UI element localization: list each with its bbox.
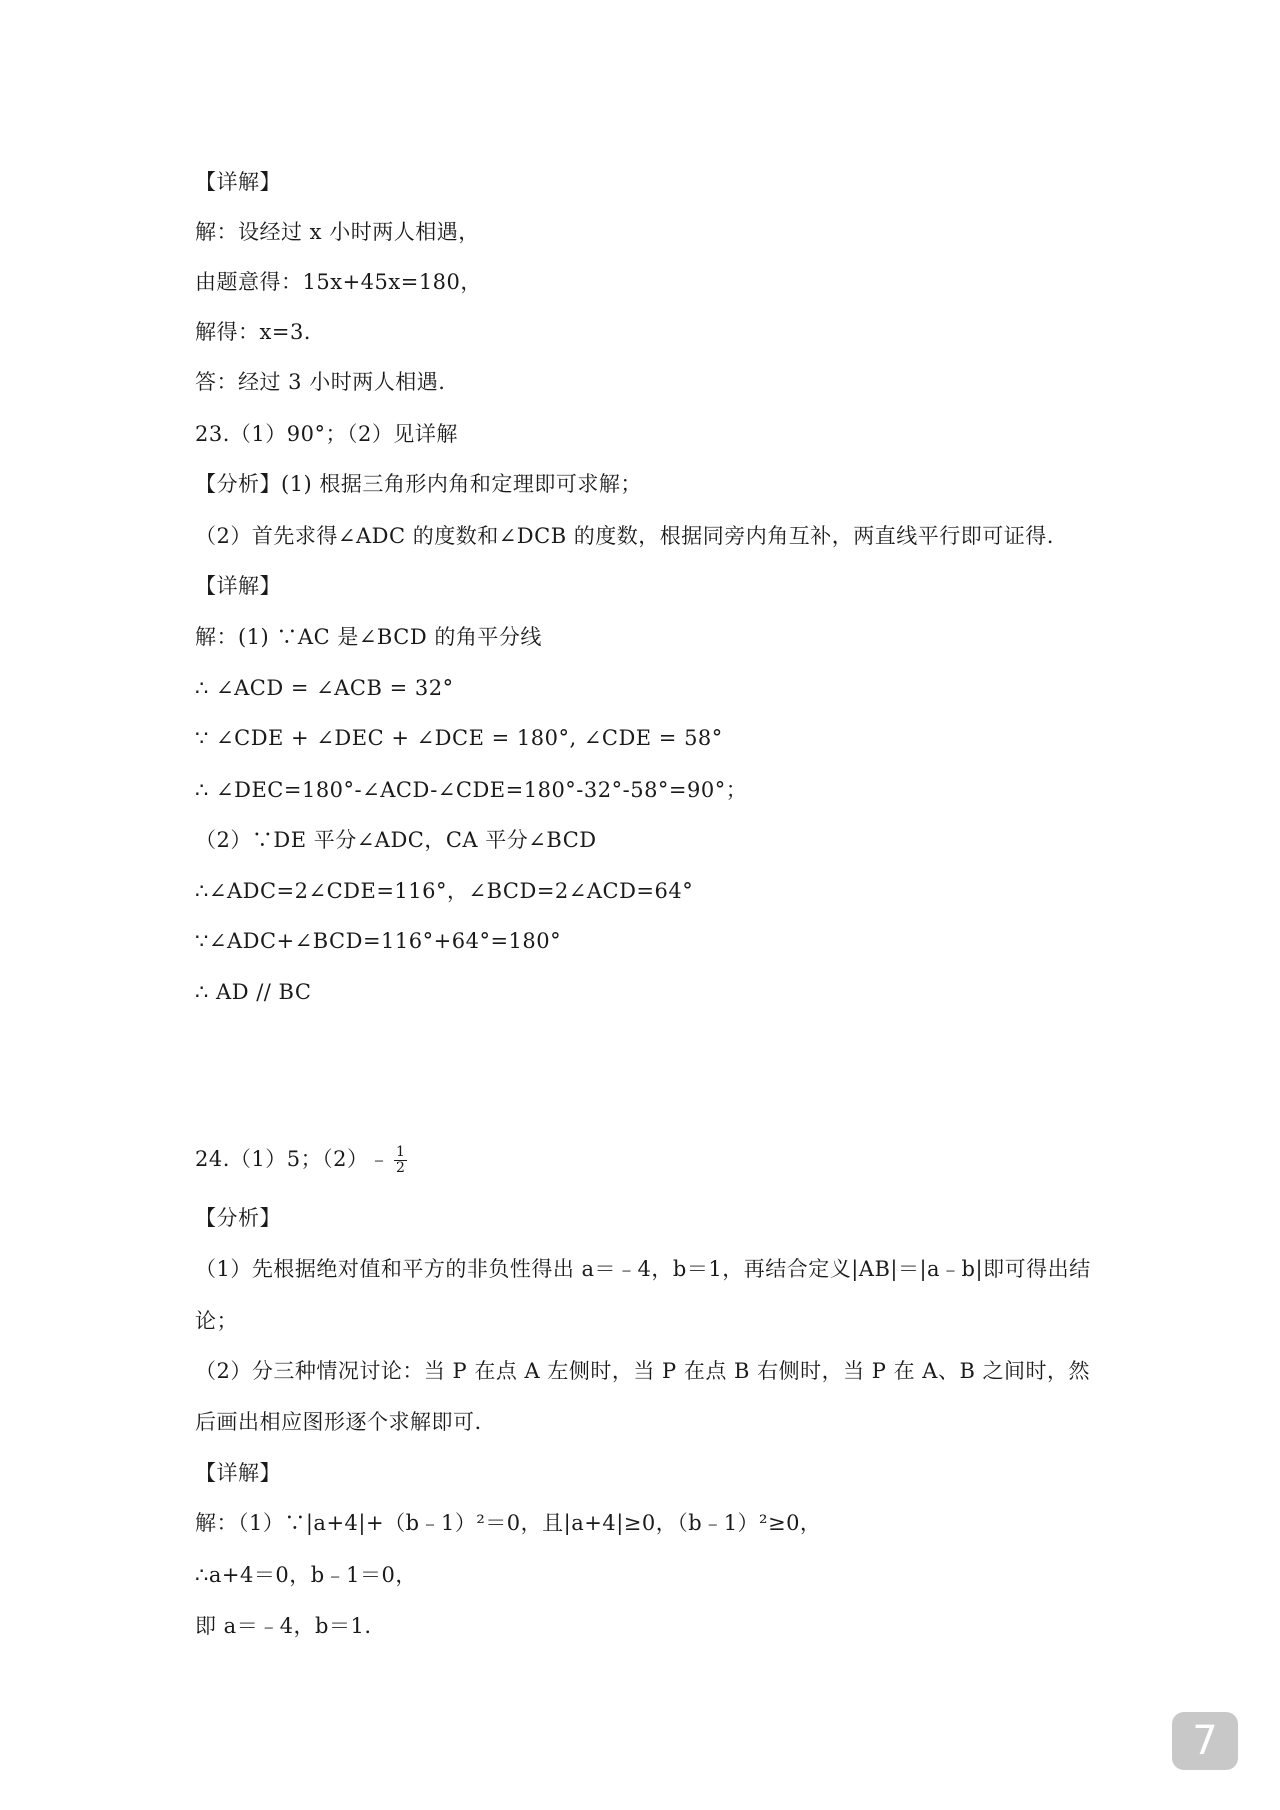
text-line: （2）首先求得∠ADC 的度数和∠DCB 的度数，根据同旁内角互补，两直线平行即可证得. bbox=[195, 524, 1054, 548]
text-line: （2）∵DE 平分∠ADC，CA 平分∠BCD bbox=[195, 828, 597, 852]
text-line: ∴ AD // BC bbox=[195, 980, 312, 1004]
text-line: 由题意得：15x+45x=180， bbox=[195, 270, 482, 294]
text-line: ∵ ∠CDE + ∠DEC + ∠DCE = 180°, ∠CDE = 58° bbox=[195, 726, 723, 750]
question-24-prefix: 24.（1）5；（2）﹣ bbox=[195, 1147, 390, 1171]
text-line: ∴∠ADC=2∠CDE=116°，∠BCD=2∠ACD=64° bbox=[195, 879, 694, 903]
text-line: ∴ ∠ACD = ∠ACB = 32° bbox=[195, 676, 454, 700]
text-line: （2）分三种情况讨论：当 P 在点 A 左侧时，当 P 在点 B 右侧时，当 P 在 A、B 之间时，然 bbox=[195, 1359, 1091, 1383]
text-line: 解：（1）∵|a+4|+（b﹣1）²＝0，且|a+4|≥0，（b﹣1）²≥0， bbox=[195, 1511, 822, 1535]
heading-analysis: 【分析】(1) 根据三角形内角和定理即可求解； bbox=[195, 472, 642, 496]
heading-detail: 【详解】 bbox=[195, 1461, 281, 1485]
page-number-badge: 7 bbox=[1172, 1712, 1238, 1770]
question-23-answer: 23.（1）90°；（2）见详解 bbox=[195, 422, 458, 446]
text-line: 即 a＝﹣4，b＝1. bbox=[195, 1614, 372, 1638]
text-line: 解：(1) ∵AC 是∠BCD 的角平分线 bbox=[195, 625, 542, 649]
text-line: 答：经过 3 小时两人相遇. bbox=[195, 370, 446, 394]
text-line: 论； bbox=[195, 1309, 238, 1333]
text-line: 解：设经过 x 小时两人相遇， bbox=[195, 220, 480, 244]
heading-detail: 【详解】 bbox=[195, 170, 281, 194]
text-line: ∵∠ADC+∠BCD=116°+64°=180° bbox=[195, 929, 562, 953]
text-line: 解得：x=3. bbox=[195, 320, 311, 344]
question-24-answer bbox=[195, 1144, 1095, 1176]
text-line: 后画出相应图形逐个求解即可. bbox=[195, 1410, 482, 1434]
text-line: ∴ ∠DEC=180°-∠ACD-∠CDE=180°-32°-58°=90°； bbox=[195, 778, 748, 802]
fraction-numerator: 1 bbox=[395, 1144, 406, 1160]
heading-analysis: 【分析】 bbox=[195, 1206, 281, 1230]
text-line: ∴a+4＝0，b﹣1＝0， bbox=[195, 1563, 417, 1587]
text-line: （1）先根据绝对值和平方的非负性得出 a＝﹣4，b＝1，再结合定义|AB|＝|a﹣b|即可得出结 bbox=[195, 1257, 1091, 1281]
fraction-denominator: 2 bbox=[395, 1160, 406, 1176]
fraction bbox=[394, 1145, 407, 1176]
heading-detail: 【详解】 bbox=[195, 574, 281, 598]
